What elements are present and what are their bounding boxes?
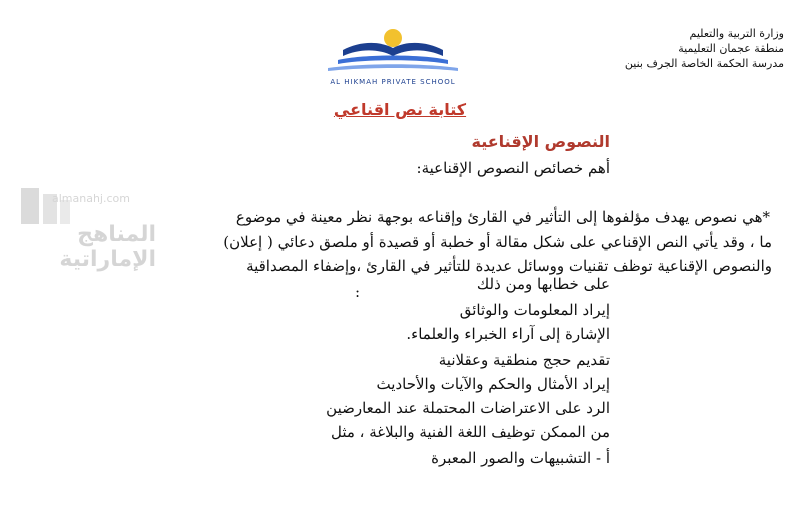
watermark-site: almanahj.com bbox=[52, 192, 130, 205]
district-name: منطقة عجمان التعليمية bbox=[678, 42, 784, 55]
watermark-arabic: المناهج الإماراتية bbox=[59, 222, 156, 272]
school-logo bbox=[318, 18, 468, 88]
list-item: الرد على الاعتراضات المحتملة عند المعارضين bbox=[326, 399, 610, 417]
school-name: مدرسة الحكمة الخاصة الجرف بنين bbox=[624, 57, 784, 70]
document-title: كتابة نص اقناعي bbox=[333, 100, 467, 119]
text-line-colon: : bbox=[354, 283, 360, 301]
text-line-1: *هي نصوص يهدف مؤلفوها إلى التأثير في القارئ وإقناعه بوجهة نظر معينة في موضوع bbox=[235, 208, 770, 226]
list-item: إيراد الأمثال والحكم والآيات والأحاديث bbox=[376, 375, 610, 393]
text-line-4: على خطابها ومن ذلك bbox=[476, 275, 610, 293]
text-line-2: ما ، وقد يأتي النص الإقناعي على شكل مقالة أو خطبة أو قصيدة أو ملصق دعائي ( إعلان) bbox=[223, 233, 772, 251]
logo-emblem-icon bbox=[318, 18, 468, 78]
subheading: أهم خصائص النصوص الإقناعية: bbox=[416, 159, 610, 177]
ministry-name: وزارة التربية والتعليم bbox=[689, 27, 784, 40]
school-header bbox=[564, 26, 784, 71]
list-item: إيراد المعلومات والوثائق bbox=[459, 301, 610, 319]
list-item: من الممكن توظيف اللغة الفنية والبلاغة ، مثل bbox=[330, 423, 610, 441]
section-heading: النصوص الإقناعية bbox=[471, 132, 610, 151]
watermark bbox=[16, 180, 156, 270]
text-line-3: والنصوص الإقناعية توظف تقنيات ووسائل عديدة للتأثير في القارئ ،وإضفاء المصداقية bbox=[246, 257, 772, 275]
list-item: الإشارة إلى آراء الخبراء والعلماء. bbox=[406, 325, 610, 343]
list-item: أ - التشبيهات والصور المعبرة bbox=[431, 449, 610, 467]
logo-caption: AL HIKMAH PRIVATE SCHOOL bbox=[330, 78, 456, 86]
list-item: تقديم حجج منطقية وعقلانية bbox=[438, 351, 610, 369]
